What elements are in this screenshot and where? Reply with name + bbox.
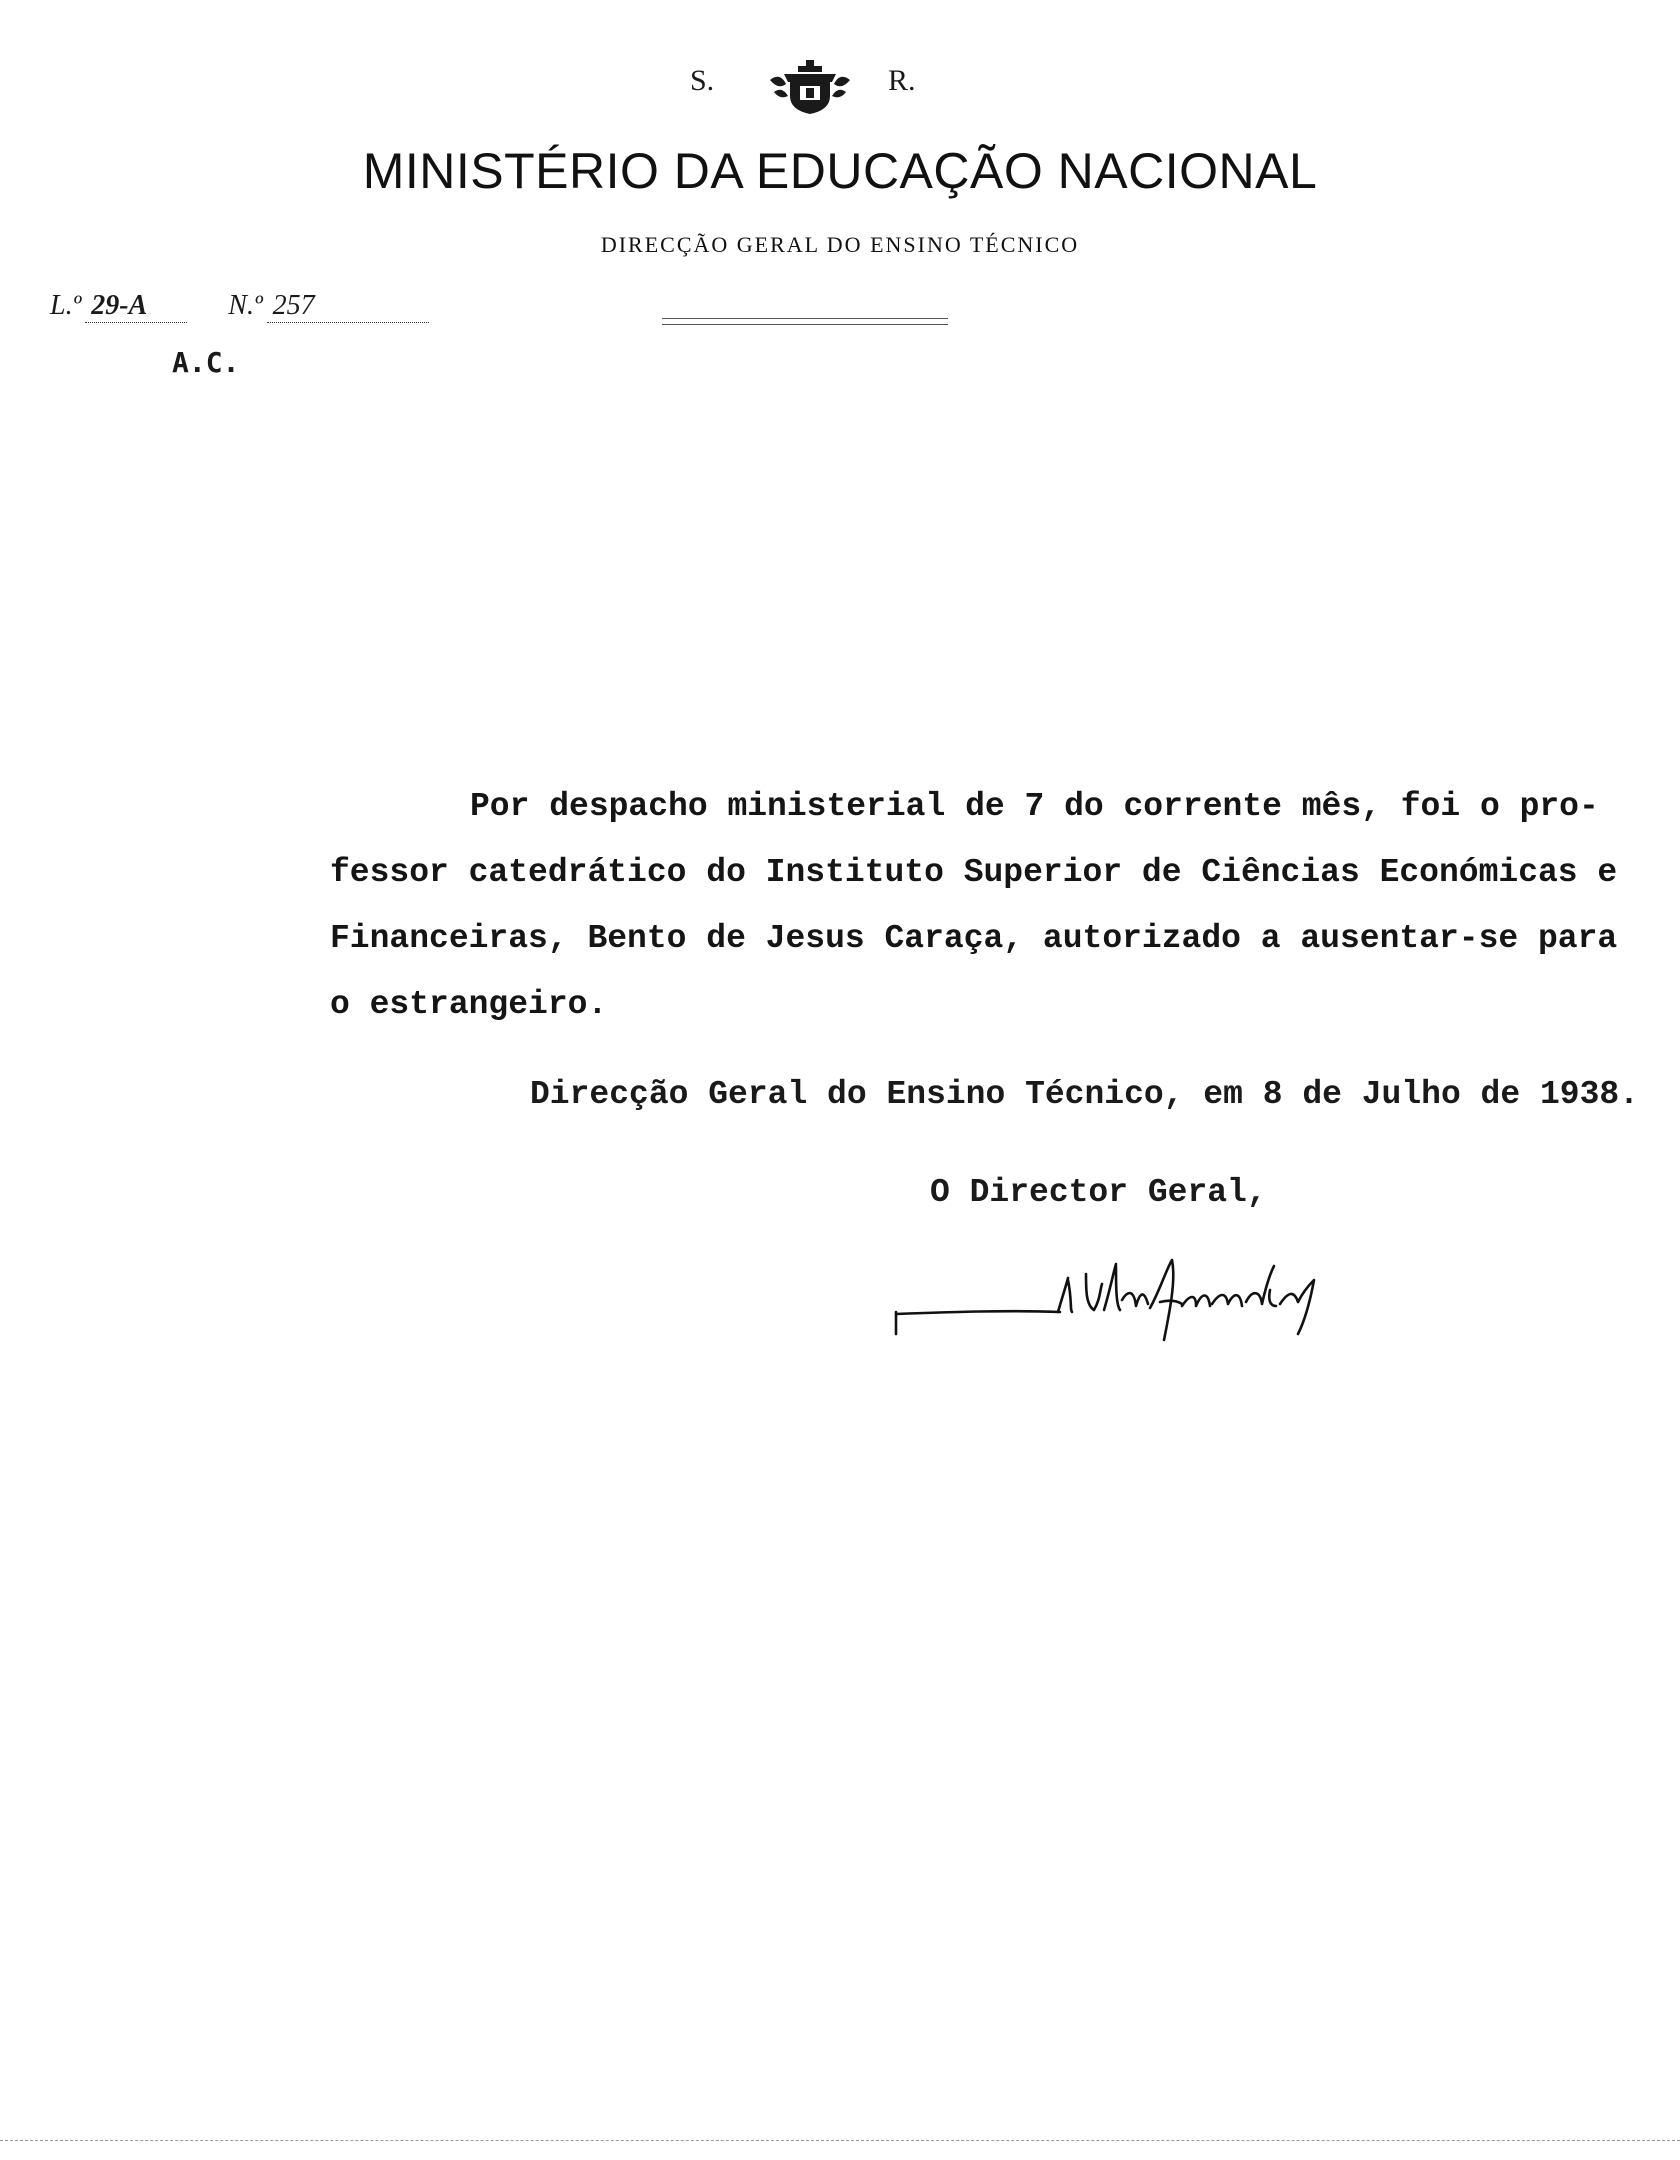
signatory-title: O Director Geral,	[930, 1174, 1267, 1211]
l-label: L.º	[50, 290, 82, 321]
handwritten-signature	[890, 1250, 1410, 1370]
page-bottom-edge	[0, 2140, 1680, 2141]
ministry-title: MINISTÉRIO DA EDUCAÇÃO NACIONAL	[362, 143, 1318, 199]
body-line: Financeiras, Bento de Jesus Caraça, autorizado a ausentar-se para	[330, 920, 1618, 957]
ac-initials: A.C.	[172, 346, 240, 379]
letter-body	[330, 774, 1660, 1038]
divider-rule	[662, 324, 948, 325]
body-line: fessor catedrático do Instituto Superior de Ciências Económicas e	[330, 854, 1618, 891]
header-sr	[0, 58, 1680, 118]
body-line: o estrangeiro.	[330, 986, 608, 1023]
l-value: 29-A	[85, 290, 187, 323]
body-line: Por despacho ministerial de 7 do corrente mês, foi o pro-	[470, 788, 1599, 825]
date-line: Direcção Geral do Ensino Técnico, em 8 de Julho de 1938.	[530, 1076, 1639, 1113]
sr-right: R.	[888, 64, 916, 97]
reference-line	[50, 290, 429, 323]
department-subtitle: DIRECÇÃO GERAL DO ENSINO TÉCNICO	[600, 232, 1080, 257]
n-value: 257	[267, 290, 429, 323]
coat-of-arms-icon	[760, 58, 860, 116]
sr-left: S.	[690, 64, 715, 97]
divider-rule	[662, 318, 948, 319]
n-label: N.º	[228, 290, 263, 321]
